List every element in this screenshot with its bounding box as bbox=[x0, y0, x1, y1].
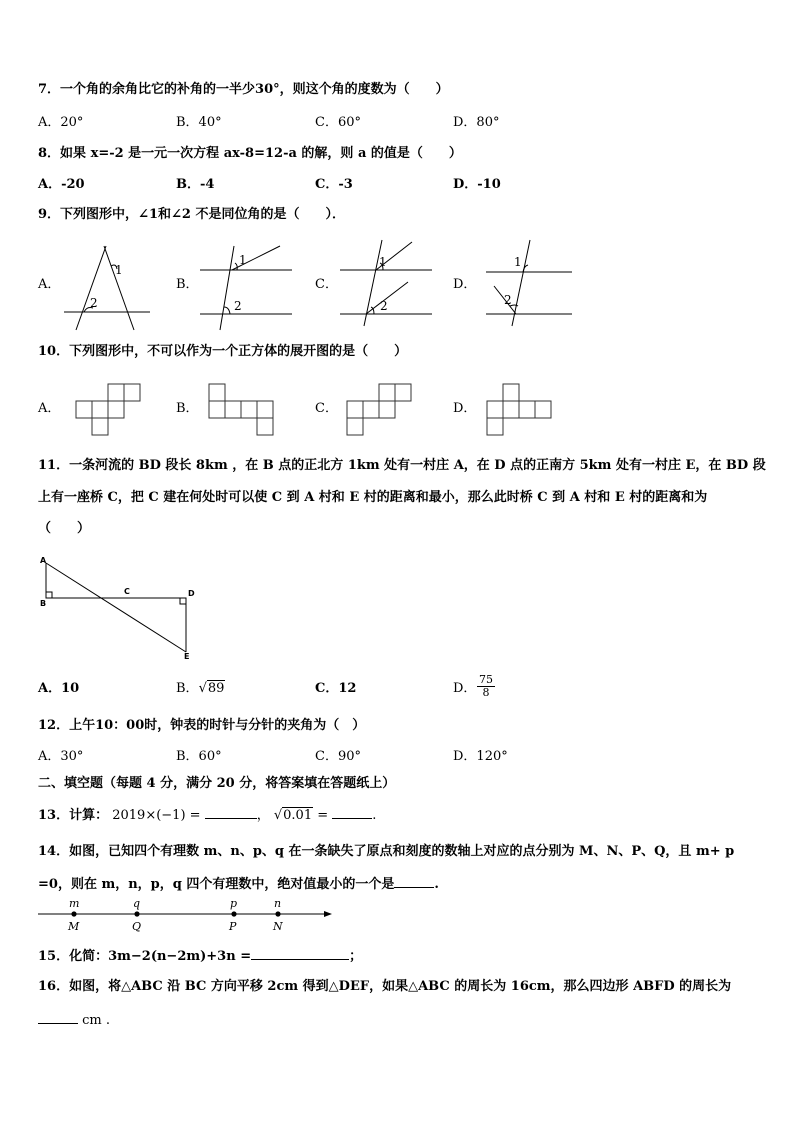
q10-net-a bbox=[75, 383, 145, 437]
q14-point-m: M bbox=[68, 920, 80, 933]
q11-option-b bbox=[176, 681, 225, 697]
q9c-angle-1: 1 bbox=[379, 255, 387, 269]
q10-label-d: D． bbox=[453, 401, 477, 416]
q13-prefix: 13．计算： bbox=[38, 808, 109, 823]
q13-expression-1: 2019×(−1) = bbox=[112, 808, 201, 823]
q8-option-a: A．-20 bbox=[38, 177, 85, 192]
q9a-angle-1: 1 bbox=[115, 263, 123, 277]
q14-point-p: P bbox=[229, 920, 237, 933]
q14-label-n: n bbox=[274, 897, 282, 910]
q9-label-a: A． bbox=[38, 277, 61, 292]
q9-label-c: C． bbox=[315, 277, 338, 292]
q10-label-a: A． bbox=[38, 401, 61, 416]
q13-sqrt: √0.01 bbox=[273, 808, 313, 823]
q9-figure-d bbox=[482, 238, 582, 328]
q13-equals: = bbox=[317, 808, 329, 823]
q9-figure-c bbox=[336, 238, 436, 328]
q9a-angle-2: 2 bbox=[90, 296, 98, 310]
q8-stem: 8．如果 x=-2 是一元一次方程 ax-8=12-a 的解，则 a 的值是（ ） bbox=[38, 146, 462, 161]
q12-option-c: C．90° bbox=[315, 749, 361, 764]
q11-point-c: C bbox=[124, 587, 130, 596]
q15-end: ； bbox=[349, 949, 363, 964]
q9-label-d: D． bbox=[453, 277, 477, 292]
q14-line2-end: . bbox=[434, 877, 439, 892]
q11-option-d-denominator: 8 bbox=[482, 686, 490, 699]
q12-option-b: B．60° bbox=[176, 749, 222, 764]
q10-label-b: B． bbox=[176, 401, 199, 416]
q11-point-a: A bbox=[40, 556, 47, 565]
q11-option-a: A．10 bbox=[38, 681, 80, 696]
q12-option-a: A．30° bbox=[38, 749, 84, 764]
q11-option-b-label: B． bbox=[176, 681, 199, 696]
q8-option-d: D．-10 bbox=[453, 177, 501, 192]
q14-point-q: Q bbox=[132, 920, 142, 933]
q7-option-a: A．20° bbox=[38, 115, 84, 130]
q13-blank-2[interactable] bbox=[332, 806, 372, 819]
q10-net-c bbox=[346, 383, 418, 437]
q7-option-d: D．80° bbox=[453, 115, 500, 130]
q13-radicand: 0.01 bbox=[283, 808, 313, 823]
q10-net-d bbox=[486, 383, 558, 437]
q14-label-m: m bbox=[69, 897, 80, 910]
q11-stem-line2: 上有一座桥 C，把 C 建在何处时可以使 C 到 A 村和 E 村的距离和最小，那么此时桥 C 到 A 村和 E 村的距离和为 bbox=[38, 490, 708, 505]
q16-line2 bbox=[38, 1011, 110, 1029]
q9b-angle-2: 2 bbox=[234, 299, 242, 313]
q16-unit: cm . bbox=[82, 1013, 111, 1028]
q14-point-n: N bbox=[273, 920, 283, 933]
q14-number-line bbox=[36, 896, 336, 936]
q14-label-q: q bbox=[133, 897, 141, 910]
q9b-angle-1: 1 bbox=[239, 253, 247, 267]
q11-option-b-sqrt: √89 bbox=[198, 681, 225, 696]
q11-option-d-label: D． bbox=[453, 681, 477, 696]
q13-line bbox=[38, 806, 376, 824]
q11-stem-line3: （ ） bbox=[38, 521, 91, 536]
q11-option-d-fraction bbox=[477, 674, 495, 699]
q13-end: . bbox=[372, 808, 377, 823]
q14-line2-text: =0，则在 m，n，p，q 四个有理数中，绝对值最小的一个是 bbox=[38, 877, 395, 892]
q16-line1: 16．如图，将△ABC 沿 BC 方向平移 2cm 得到△DEF，如果△ABC 的周长为 16cm，那么四边形 ABFD 的周长为 bbox=[38, 979, 732, 994]
q13-blank-1[interactable] bbox=[205, 806, 257, 819]
q11-option-c: C．12 bbox=[315, 681, 357, 696]
q12-stem: 12．上午10：00时，钟表的时针与分针的夹角为（ ） bbox=[38, 718, 366, 733]
q8-option-b: B．-4 bbox=[176, 177, 215, 192]
q14-blank[interactable] bbox=[394, 875, 434, 888]
q7-stem: 7．一个角的余角比它的补角的一半少30°，则这个角的度数为（ ） bbox=[38, 82, 449, 97]
q10-label-c: C． bbox=[315, 401, 338, 416]
q14-label-p: p bbox=[230, 897, 238, 910]
q13-separator: ， bbox=[256, 808, 270, 823]
q14-line1: 14．如图，已知四个有理数 m、n、p、q 在一条缺失了原点和刻度的数轴上对应的点分别为 M、N、P、Q，且 m+ p bbox=[38, 844, 735, 859]
q12-option-d: D．120° bbox=[453, 749, 508, 764]
q10-stem: 10．下列图形中，不可以作为一个正方体的展开图的是（ ） bbox=[38, 344, 408, 359]
q8-option-c: C．-3 bbox=[315, 177, 353, 192]
q15-line bbox=[38, 947, 362, 965]
q11-point-b: B bbox=[40, 599, 47, 608]
q15-blank[interactable] bbox=[251, 947, 349, 960]
q9d-angle-1: 1 bbox=[514, 255, 522, 269]
q16-blank[interactable] bbox=[38, 1011, 78, 1024]
q9-figure-b bbox=[196, 244, 296, 334]
q11-option-d-numerator: 75 bbox=[479, 673, 493, 686]
q9-stem: 9．下列图形中，∠1和∠2 不是同位角的是（ ）． bbox=[38, 207, 345, 222]
q11-figure bbox=[38, 555, 198, 661]
q15-text: 15．化简：3m−2(n−2m)+3n = bbox=[38, 949, 252, 964]
q11-point-d: D bbox=[188, 589, 195, 598]
section-2-heading: 二、填空题（每题 4 分，满分 20 分，将答案填在答题纸上） bbox=[38, 776, 396, 791]
q9d-angle-2: 2 bbox=[504, 293, 512, 307]
q9-figure-a bbox=[62, 244, 152, 334]
q7-option-b: B．40° bbox=[176, 115, 222, 130]
q14-line2 bbox=[38, 875, 439, 893]
q9-label-b: B． bbox=[176, 277, 199, 292]
q9c-angle-2: 2 bbox=[380, 299, 388, 313]
q11-stem-line1: 11．一条河流的 BD 段长 8km ，在 B 点的正北方 1km 处有一村庄 A，在 D 点的正南方 5km 处有一村庄 E，在 BD 段 bbox=[38, 458, 766, 473]
q7-option-c: C．60° bbox=[315, 115, 361, 130]
q10-net-b bbox=[208, 383, 280, 437]
q11-point-e: E bbox=[184, 652, 190, 661]
q11-option-b-radicand: 89 bbox=[207, 681, 225, 696]
